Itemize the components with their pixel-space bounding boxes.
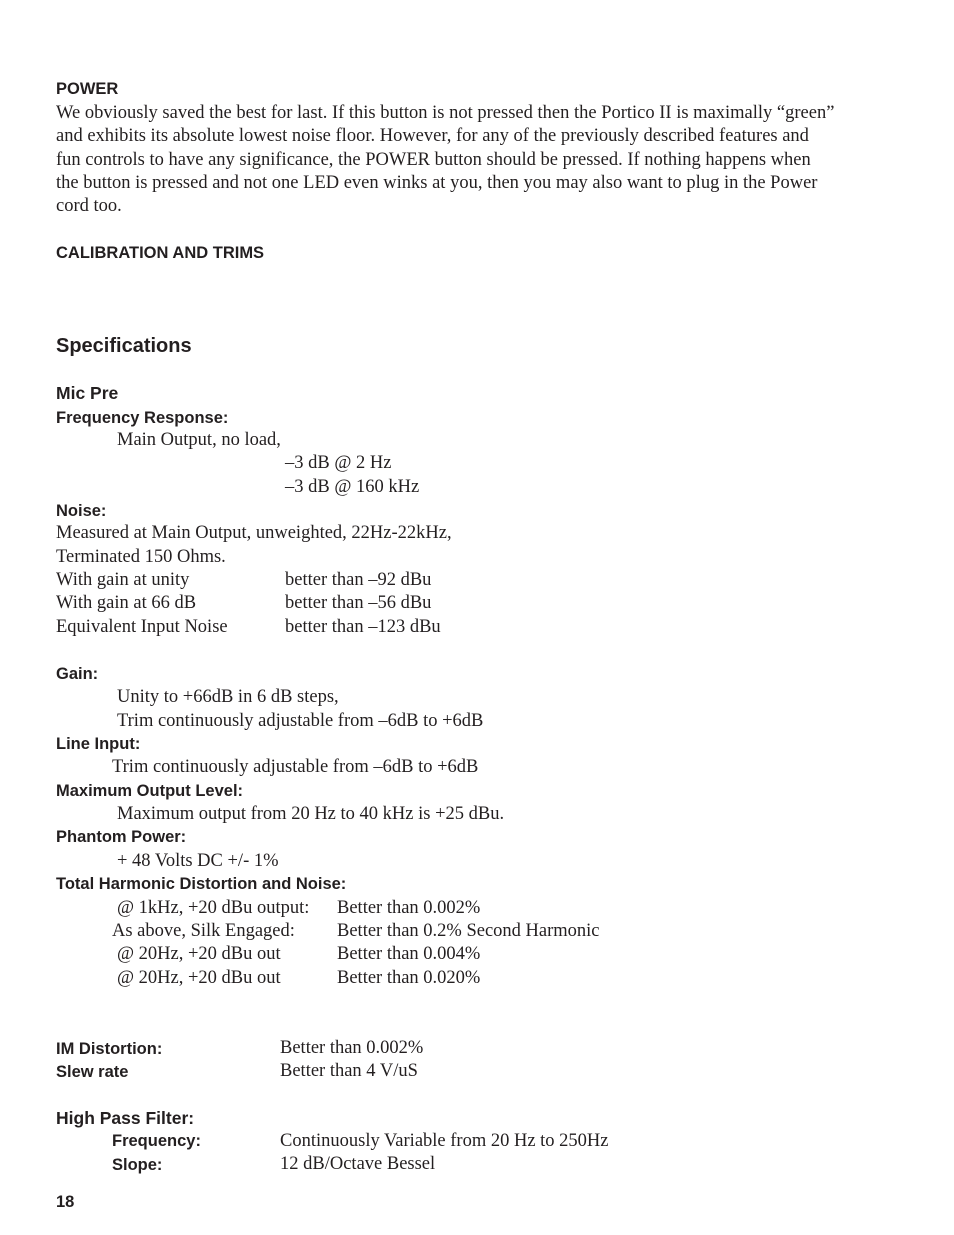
phantom-power-line: + 48 Volts DC +/- 1%	[117, 851, 279, 871]
noise-row-value: better than –56 dBu	[285, 593, 432, 613]
noise-row-value: better than –123 dBu	[285, 617, 441, 637]
slew-rate-label: Slew rate	[56, 1063, 129, 1081]
im-distortion-label: IM Distortion:	[56, 1040, 163, 1058]
gain-line-2: Trim continuously adjustable from –6dB to +6dB	[117, 711, 484, 731]
thd-row-value: Better than 0.004%	[337, 944, 481, 964]
noise-line-2: Terminated 150 Ohms.	[56, 547, 226, 567]
thd-row-label: As above, Silk Engaged:	[112, 921, 295, 941]
gain-line-1: Unity to +66dB in 6 dB steps,	[117, 687, 339, 707]
thd-row-value: Better than 0.020%	[337, 968, 481, 988]
frequency-response-low: –3 dB @ 2 Hz	[285, 453, 392, 473]
power-line-2: and exhibits its absolute lowest noise floor. However, for any of the previously described features and	[56, 126, 809, 147]
power-line-3: fun controls to have any significance, the POWER button should be pressed. If nothing happens when	[56, 149, 811, 170]
calibration-heading: CALIBRATION AND TRIMS	[56, 244, 265, 262]
slew-rate-value: Better than 4 V/uS	[280, 1061, 418, 1081]
power-line-4: the button is pressed and not one LED even winks at you, then you may also want to plug in the Power	[56, 172, 818, 193]
thd-row-label: @ 1kHz, +20 dBu output:	[117, 898, 310, 918]
frequency-response-line: Main Output, no load,	[117, 430, 281, 450]
power-heading: POWER	[56, 80, 119, 98]
line-input-label: Line Input:	[56, 735, 141, 753]
power-line-1: We obviously saved the best for last. If this button is not pressed then the Portico II is maximally “green”	[56, 103, 835, 123]
noise-row-label: With gain at unity	[56, 570, 190, 590]
line-input-line: Trim continuously adjustable from –6dB to +6dB	[112, 757, 479, 777]
noise-row-label: With gain at 66 dB	[56, 593, 197, 613]
specifications-title: Specifications	[56, 335, 192, 357]
thd-row-label: @ 20Hz, +20 dBu out	[117, 968, 281, 988]
power-paragraph	[56, 102, 906, 218]
noise-label: Noise:	[56, 502, 107, 520]
thd-label: Total Harmonic Distortion and Noise:	[56, 875, 347, 893]
power-line-5: cord too.	[56, 196, 122, 217]
phantom-power-label: Phantom Power:	[56, 828, 187, 846]
frequency-response-high: –3 dB @ 160 kHz	[285, 477, 420, 497]
frequency-response-label: Frequency Response:	[56, 409, 229, 427]
thd-row-value: Better than 0.002%	[337, 898, 481, 918]
hpf-slope-value: 12 dB/Octave Bessel	[280, 1154, 436, 1174]
gain-label: Gain:	[56, 665, 99, 683]
hpf-frequency-value: Continuously Variable from 20 Hz to 250Hz	[280, 1131, 609, 1151]
max-output-line: Maximum output from 20 Hz to 40 kHz is +25 dBu.	[117, 804, 505, 824]
mic-pre-heading: Mic Pre	[56, 383, 119, 403]
thd-row-label: @ 20Hz, +20 dBu out	[117, 944, 281, 964]
hpf-frequency-label: Frequency:	[112, 1132, 201, 1150]
high-pass-filter-label: High Pass Filter:	[56, 1108, 195, 1128]
thd-row-value: Better than 0.2% Second Harmonic	[337, 921, 600, 941]
hpf-slope-label: Slope:	[112, 1156, 163, 1174]
noise-row-value: better than –92 dBu	[285, 570, 432, 590]
page-number: 18	[56, 1193, 75, 1211]
noise-row-label: Equivalent Input Noise	[56, 617, 228, 637]
noise-line-1: Measured at Main Output, unweighted, 22Hz-22kHz,	[56, 523, 452, 543]
max-output-label: Maximum Output Level:	[56, 782, 244, 800]
im-distortion-value: Better than 0.002%	[280, 1038, 424, 1058]
